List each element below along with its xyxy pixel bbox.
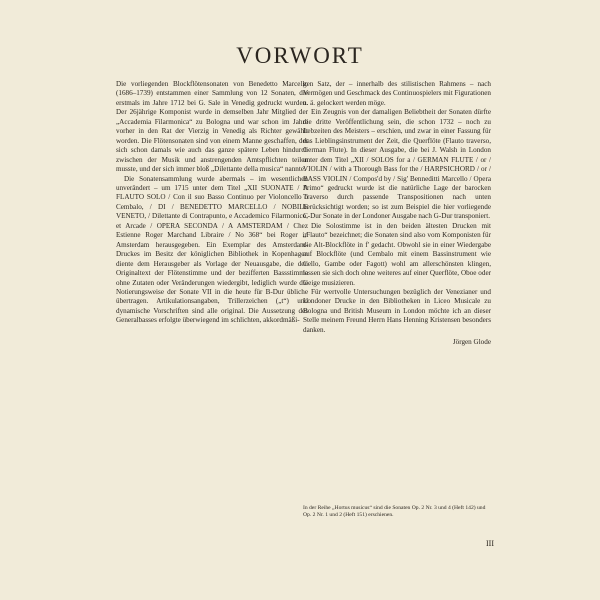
paragraph: Die Sonatensammlung wurde abermals – im wesentlichen unverändert – um 1715 unter dem Titel „XII SUONATE / A FLAUTO SOLO / Con il suo Basso Continuo per Violoncello o Cembalo, / DI / BENEDETTO MARCELLO / NOBILE VENETO, / Dilettante di Contrapunto, e Accademico Filarmonico, et Arcade / OPERA SECONDA / A AMSTERDAM / Chez Estienne Roger Marchand Libraire / No 368“ bei Roger in Amsterdam herausgegeben. Ein Exemplar des Amsterdam-Druckes im Besitz der königlichen Bibliothek in Kopenhagen diente dem Herausgeber als Vorlage der Neuausgabe, die den Originaltext der Flötenstimme und der bezifferten Bassstimme ohne Zutaten oder Veränderungen wiedergibt, lediglich wurde die Notierungsweise der Sonate VII in die heute für B-Dur übliche übertragen. Artikulationsangaben, Trillerzeichen („t“) und dynamische Vorschriften sind alle original. Die Aussetzung des Generalbasses erfolgte überwiegend im schlichten, akkordmäßi- xyxy=(116,174,308,325)
paragraph: Die Solostimme ist in den beiden ältesten Drucken mit „Flauto“ bezeichnet; die Sonaten sind also vom Komponisten für die Alt-Blockflöte in f' gedacht. Obwohl sie in einer Wiedergabe auf Blockflöte (und Cembalo mit einem Bassinstrument wie Cello, Gambe oder Fagott) wohl am allerschönsten klingen, lassen sie sich doch ohne weiteres auf einer Querflöte, Oboe oder Geige musizieren. xyxy=(303,221,491,287)
paragraph: gen Satz, der – innerhalb des stilistischen Rahmens – nach Vermögen und Geschmack des Continuospielers mit Figurationen u. ä. gelockert werden möge. xyxy=(303,80,492,107)
author-signature: Jörgen Glode xyxy=(452,338,491,347)
right-column xyxy=(303,80,491,348)
paragraph: Für wertvolle Untersuchungen bezüglich der Venezianer und Londoner Drucke in den Bibliotheken in Liceo Musicale zu Bologna und British Museum in London möchte ich an dieser Stelle meinem Freund Herrn Hans Henning Kristensen besonders danken. xyxy=(303,287,491,334)
page-number: III xyxy=(486,539,494,548)
paragraph: Ein Zeugnis von der damaligen Beliebtheit der Sonaten dürfte die dritte Veröffentlichung sein, die schon 1732 – noch zu Lebzeiten des Meisters – erschien, und zwar in einer Fassung für das Lieblingsinstrument der Zeit, die Querflöte (Flauto traverso, German Flute). In dieser Ausgabe, die bei J. Walsh in London unter dem Titel „XII / SOLOS for a / GERMAN FLUTE / or / VIOLIN / with a Thorough Bass for the / HARPSICHORD / or / BASS VIOLIN / Compos'd by / Sig' Benneditti Marcello / Opera Primo“ gedruckt wurde ist die natürliche Lage der barocken Traverso durch passende Transpositionen nach unten berücksichtigt worden; so ist zum Beispiel die hier vorliegende C-Dur Sonate in der Londoner Ausgabe nach G-Dur transponiert. xyxy=(303,108,491,221)
page-title: VORWORT xyxy=(236,43,364,68)
left-column xyxy=(116,80,308,326)
paragraph: Die vorliegenden Blockflötensonaten von Benedetto Marcello (1686–1739) entstammen einer Sammlung von 12 Sonaten, die erstmals im Jahre 1712 bei G. Sale in Venedig gedruckt wurden. Der 26jährige Komponist wurde in demselben Jahr Mitglied der „Accademia Filarmonica“ zu Bologna und war schon im Jahre vorher in den Rat der Vierzig in Venedig als Richter gewählt worden. Die Flötensonaten sind von einem Manne geschaffen, der sich schon damals wie auch das ganze spätere Leben hindurch zwischen der Musik und anstrengenden Amtspflichten teilen musste, und der sich immer bloß „Dilettante della musica“ nannte. xyxy=(116,80,308,174)
footnote: In der Reihe „Hortus musicus“ sind die Sonaten Op. 2 Nr. 3 und 4 (Heft 142) und Op. 2 Nr. 1 und 2 (Heft 151) erschienen. xyxy=(303,505,486,519)
